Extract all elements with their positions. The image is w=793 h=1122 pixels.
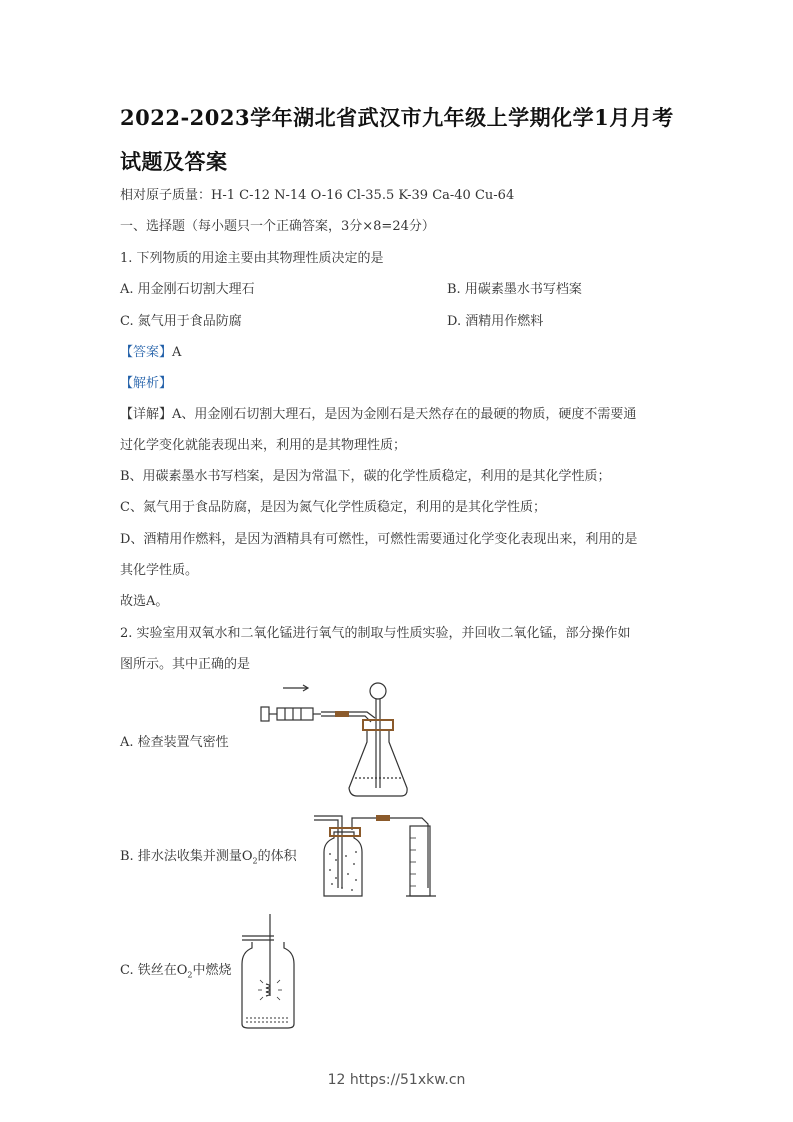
q2-option-a: A. 检查装置气密性	[120, 735, 229, 750]
q1-answer	[120, 345, 181, 361]
atomic-masses: 相对原子质量：H-1 C-12 N-14 O-16 Cl-35.5 K-39 Ca-40 Cu-64	[120, 188, 515, 203]
option-c-sub: 2	[187, 970, 193, 980]
q1-detail-3: B、用碳素墨水书写档案，是因为常温下，碳的化学性质稳定，利用的是其化学性质；	[120, 469, 611, 484]
q2-stem-1: 2. 实验室用双氧水和二氧化锰进行氧气的制取与性质实验，并回收二氧化锰，部分操作如	[120, 626, 631, 641]
section-heading: 一、选择题（每小题只一个正确答案，3分×8=24分）	[120, 219, 435, 234]
q2-option-c	[120, 963, 232, 984]
q1-option-b: B. 用碳素墨水书写档案	[447, 282, 582, 297]
q1-detail-1	[120, 407, 636, 423]
q1-option-d: D. 酒精用作燃料	[447, 314, 544, 329]
page-title: 2022-2023学年湖北省武汉市九年级上学期化学1月月考试题及答案	[120, 105, 674, 174]
q1-detail-2: 过化学变化就能表现出来，利用的是其物理性质；	[120, 438, 407, 453]
water-displacement-figure	[310, 808, 440, 903]
q1-option-a: A. 用金刚石切割大理石	[120, 282, 255, 297]
q1-conclusion: 故选A。	[120, 594, 169, 609]
q1-stem: 1. 下列物质的用途主要由其物理性质决定的是	[120, 251, 384, 266]
q1-detail-6: 其化学性质。	[120, 563, 199, 578]
detail-line-1-text: A、用金刚石切割大理石，是因为金刚石是天然存在的最硬的物质，硬度不需要通	[172, 407, 637, 422]
airtightness-check-figure	[255, 680, 415, 802]
analysis-tag: 【解析】	[120, 376, 173, 391]
q1-detail-4: C、氮气用于食品防腐，是因为氮气化学性质稳定，利用的是其化学性质；	[120, 500, 546, 515]
option-b-suffix: 的体积	[257, 849, 297, 864]
iron-wire-combustion-figure	[238, 912, 300, 1030]
q1-option-c: C. 氮气用于食品防腐	[120, 314, 242, 329]
option-b-prefix: B. 排水法收集并测量O	[120, 849, 253, 864]
q1-detail-5: D、酒精用作燃料，是因为酒精具有可燃性，可燃性需要通过化学变化表现出来，利用的是	[120, 532, 638, 547]
answer-value: A	[172, 345, 182, 360]
q2-stem-2: 图所示。其中正确的是	[120, 657, 251, 672]
option-c-prefix: C. 铁丝在O	[120, 963, 188, 978]
answer-tag: 【答案】	[120, 345, 173, 360]
option-b-sub: 2	[252, 856, 258, 866]
page-footer: 12 https://51xkw.cn	[327, 1072, 466, 1088]
detail-tag: 【详解】	[120, 407, 173, 422]
option-c-suffix: 中燃烧	[192, 963, 232, 978]
q2-option-b	[120, 849, 297, 870]
